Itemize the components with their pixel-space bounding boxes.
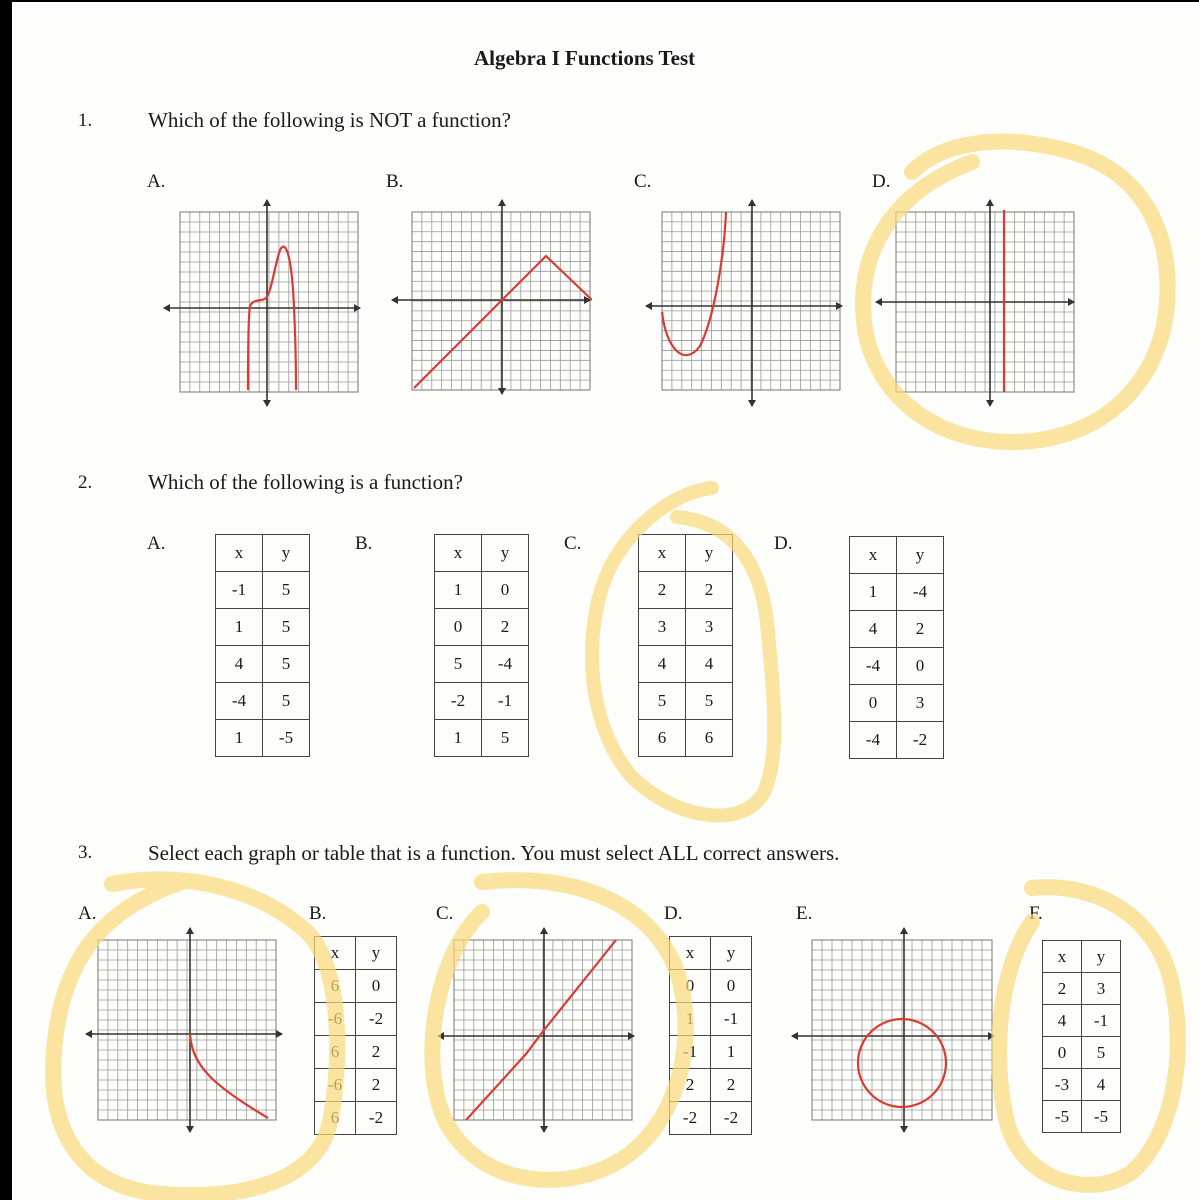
- y-cell: 2: [356, 1036, 397, 1069]
- y-cell: -4: [897, 574, 944, 611]
- y-cell: -5: [263, 720, 310, 757]
- x-cell: 1: [435, 572, 482, 609]
- y-header-cell: y: [897, 537, 944, 574]
- q2-option-d-label[interactable]: D.: [774, 533, 793, 554]
- y-cell: 5: [263, 609, 310, 646]
- x-cell: 4: [639, 646, 686, 683]
- x-cell: 1: [216, 720, 263, 757]
- x-cell: 6: [315, 1102, 356, 1135]
- x-cell: 4: [850, 611, 897, 648]
- x-header-cell: x: [1043, 941, 1082, 973]
- y-cell: 0: [356, 970, 397, 1003]
- worksheet-page: [12, 2, 1199, 1200]
- x-cell: 3: [639, 609, 686, 646]
- y-cell: -1: [1082, 1005, 1121, 1037]
- x-header-cell: x: [435, 535, 482, 572]
- y-cell: 5: [686, 683, 733, 720]
- y-cell: 2: [711, 1069, 752, 1102]
- q2-number: 2.: [78, 472, 93, 493]
- q3-option-d-label[interactable]: D.: [664, 903, 683, 924]
- x-cell: 6: [315, 970, 356, 1003]
- x-cell: -4: [216, 683, 263, 720]
- q1-option-d-label[interactable]: D.: [872, 171, 891, 192]
- q3-option-e-label[interactable]: E.: [796, 903, 813, 924]
- q2-option-c-label[interactable]: C.: [564, 533, 582, 554]
- q3-highlight-circle-f: [999, 887, 1178, 1185]
- y-header-cell: y: [1082, 941, 1121, 973]
- q1-option-a-label[interactable]: A.: [147, 171, 166, 192]
- y-cell: 2: [897, 611, 944, 648]
- x-cell: 2: [670, 1069, 711, 1102]
- y-header-cell: y: [686, 535, 733, 572]
- q3-highlight-circle-c: [432, 880, 685, 1180]
- q3-option-a-label[interactable]: A.: [78, 903, 97, 924]
- y-cell: 5: [263, 646, 310, 683]
- y-cell: 3: [1082, 973, 1121, 1005]
- x-cell: 4: [216, 646, 263, 683]
- y-cell: -2: [897, 722, 944, 759]
- q3-option-c-label[interactable]: C.: [436, 903, 454, 924]
- y-cell: 0: [482, 572, 529, 609]
- x-cell: -4: [850, 648, 897, 685]
- x-cell: -6: [315, 1003, 356, 1036]
- x-header-cell: x: [850, 537, 897, 574]
- x-cell: 5: [639, 683, 686, 720]
- q1-text: Which of the following is NOT a function?: [148, 108, 511, 132]
- y-cell: -5: [1082, 1101, 1121, 1133]
- y-cell: 5: [263, 683, 310, 720]
- q3-option-f-label[interactable]: F.: [1029, 903, 1043, 924]
- y-cell: 3: [897, 685, 944, 722]
- x-cell: -2: [670, 1102, 711, 1135]
- q3-highlight-circle-a: [53, 879, 337, 1195]
- q1-highlight-circle-d: [863, 142, 1167, 442]
- y-cell: -2: [356, 1102, 397, 1135]
- highlighter-annotations: [12, 2, 1199, 1200]
- x-cell: -2: [435, 683, 482, 720]
- x-cell: -1: [670, 1036, 711, 1069]
- x-header-cell: x: [670, 937, 711, 970]
- y-cell: 2: [482, 609, 529, 646]
- y-cell: -1: [711, 1003, 752, 1036]
- q1-number: 1.: [78, 110, 93, 131]
- x-cell: 1: [850, 574, 897, 611]
- y-cell: 0: [897, 648, 944, 685]
- x-cell: 0: [1043, 1037, 1082, 1069]
- y-cell: 3: [686, 609, 733, 646]
- x-cell: 1: [216, 609, 263, 646]
- x-cell: -1: [216, 572, 263, 609]
- x-cell: -3: [1043, 1069, 1082, 1101]
- q3-number: 3.: [78, 842, 93, 863]
- y-cell: 5: [482, 720, 529, 757]
- x-cell: -6: [315, 1069, 356, 1102]
- y-cell: -2: [711, 1102, 752, 1135]
- x-cell: 0: [850, 685, 897, 722]
- x-cell: 1: [670, 1003, 711, 1036]
- y-cell: -4: [482, 646, 529, 683]
- y-cell: 4: [1082, 1069, 1121, 1101]
- y-header-cell: y: [263, 535, 310, 572]
- q2-option-a-label[interactable]: A.: [147, 533, 166, 554]
- q1-option-b-label[interactable]: B.: [386, 171, 404, 192]
- x-header-cell: x: [216, 535, 263, 572]
- y-cell: 2: [686, 572, 733, 609]
- y-cell: 2: [356, 1069, 397, 1102]
- q3-text: Select each graph or table that is a function. You must select ALL correct answers.: [148, 841, 840, 865]
- x-cell: -4: [850, 722, 897, 759]
- y-cell: -2: [356, 1003, 397, 1036]
- y-header-cell: y: [482, 535, 529, 572]
- y-cell: 6: [686, 720, 733, 757]
- q2-highlight-circle-c: [592, 488, 774, 816]
- x-cell: 4: [1043, 1005, 1082, 1037]
- x-cell: 0: [435, 609, 482, 646]
- x-cell: 1: [435, 720, 482, 757]
- y-cell: 0: [711, 970, 752, 1003]
- x-header-cell: x: [315, 937, 356, 970]
- q3-option-b-label[interactable]: B.: [309, 903, 327, 924]
- y-header-cell: y: [356, 937, 397, 970]
- x-cell: 2: [639, 572, 686, 609]
- q1-option-c-label[interactable]: C.: [634, 171, 652, 192]
- x-cell: 2: [1043, 973, 1082, 1005]
- page-title: Algebra I Functions Test: [474, 46, 696, 70]
- y-cell: 4: [686, 646, 733, 683]
- q2-option-b-label[interactable]: B.: [355, 533, 373, 554]
- y-cell: 5: [263, 572, 310, 609]
- x-header-cell: x: [639, 535, 686, 572]
- x-cell: 6: [639, 720, 686, 757]
- y-cell: -1: [482, 683, 529, 720]
- y-header-cell: y: [711, 937, 752, 970]
- y-cell: 5: [1082, 1037, 1121, 1069]
- x-cell: 0: [670, 970, 711, 1003]
- x-cell: -5: [1043, 1101, 1082, 1133]
- q2-text: Which of the following is a function?: [148, 470, 463, 494]
- x-cell: 5: [435, 646, 482, 683]
- x-cell: 6: [315, 1036, 356, 1069]
- y-cell: 1: [711, 1036, 752, 1069]
